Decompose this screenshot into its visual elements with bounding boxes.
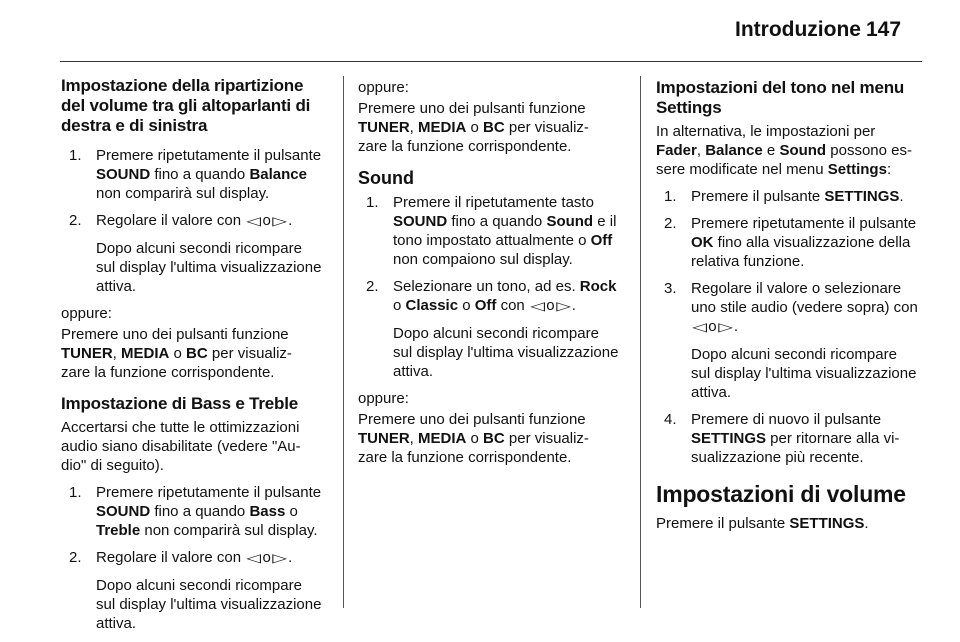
heading-tone-settings: Impostazioni del tono nel menu Settings [656, 78, 905, 117]
heading-bass-treble: Impostazione di Bass e Treble [61, 394, 298, 413]
triangle-left-icon: ◁ [530, 299, 545, 313]
paragraph: Accertarsi che tutte le ottimizzazioni audio siano disabilitate (vedere "Au- dio" di seguito). [61, 419, 301, 474]
column-3 [656, 78, 926, 535]
column-separator-1 [343, 76, 344, 608]
triangle-right-icon: ▷ [272, 214, 287, 228]
oppure-label: oppure: [61, 305, 112, 322]
bass-treble-steps [61, 483, 329, 633]
column-2 [358, 78, 626, 469]
tone-settings-steps [656, 187, 926, 467]
triangle-left-icon: ◁ [246, 214, 262, 228]
paragraph: In alternativa, le impostazioni per Fader, Balance e Sound possono es- sere modificate nel menu Settings: [656, 123, 912, 178]
balance-steps [61, 146, 329, 296]
heading-volume-settings: Impostazioni di volume [656, 481, 906, 507]
list-item: 2. Regolare il valore con ◁o▷. Dopo alcuni secondi ricompare sul display l'ultima visualizzazione attiva. [69, 212, 322, 295]
page-header-title: Introduzione [735, 18, 861, 41]
triangle-right-icon: ▷ [555, 299, 571, 313]
paragraph: Premere uno dei pulsanti funzione TUNER, MEDIA o BC per visualiz- zare la funzione corrispondente. [358, 100, 589, 155]
column-separator-2 [640, 76, 641, 608]
list-item: 1. Premere ripetutamente il pulsante SOUND fino a quando Balance non comparirà sul display. [69, 147, 322, 202]
oppure-label: oppure: [358, 79, 409, 96]
header-rule [60, 61, 922, 62]
triangle-right-icon: ▷ [272, 551, 287, 565]
list-item: 2. Selezionare un tono, ad es. Rock o Classic o Off con ◁o▷. Dopo alcuni secondi ricompare sul display l'ultima visualizzazione attiva. [366, 278, 619, 380]
list-item: 1. Premere ripetutamente il pulsante SOUND fino a quando Bass o Treble non comparirà sul display. [69, 484, 322, 539]
paragraph: Premere uno dei pulsanti funzione TUNER, MEDIA o BC per visualiz- zare la funzione corrispondente. [358, 411, 589, 466]
list-item: 1. Premere il pulsante SETTINGS. [664, 188, 904, 205]
paragraph: Premere il pulsante SETTINGS. [656, 515, 869, 532]
list-item: 4. Premere di nuovo il pulsante SETTINGS per ritornare alla vi- sualizzazione più recente. [664, 411, 900, 466]
heading-sound: Sound [358, 168, 414, 188]
list-item: 1. Premere il ripetutamente tasto SOUND fino a quando Sound e il tono impostato attualmente o Off non compaiono sul display. [366, 194, 617, 268]
sound-steps [358, 193, 626, 381]
heading-volume-distribution: Impostazione della ripartizione del volume tra gli altoparlanti di destra e di sinistra [61, 76, 311, 135]
paragraph: Premere uno dei pulsanti funzione TUNER, MEDIA o BC per visualiz- zare la funzione corrispondente. [61, 326, 292, 381]
triangle-left-icon: ◁ [246, 551, 262, 565]
list-item: 2. Premere ripetutamente il pulsante OK fino alla visualizzazione della relativa funzione. [664, 215, 917, 270]
triangle-right-icon: ▷ [717, 320, 733, 334]
page-number: 147 [866, 18, 902, 41]
column-1 [61, 76, 329, 641]
list-item: 3. Regolare il valore o selezionare uno stile audio (vedere sopra) con ◁o▷. Dopo alcuni secondi ricompare sul display l'ultima visualizzazione attiva. [664, 280, 918, 401]
list-item: 2. Regolare il valore con ◁o▷. Dopo alcuni secondi ricompare sul display l'ultima visualizzazione attiva. [69, 549, 322, 632]
triangle-left-icon: ◁ [692, 320, 708, 334]
oppure-label: oppure: [358, 390, 409, 407]
